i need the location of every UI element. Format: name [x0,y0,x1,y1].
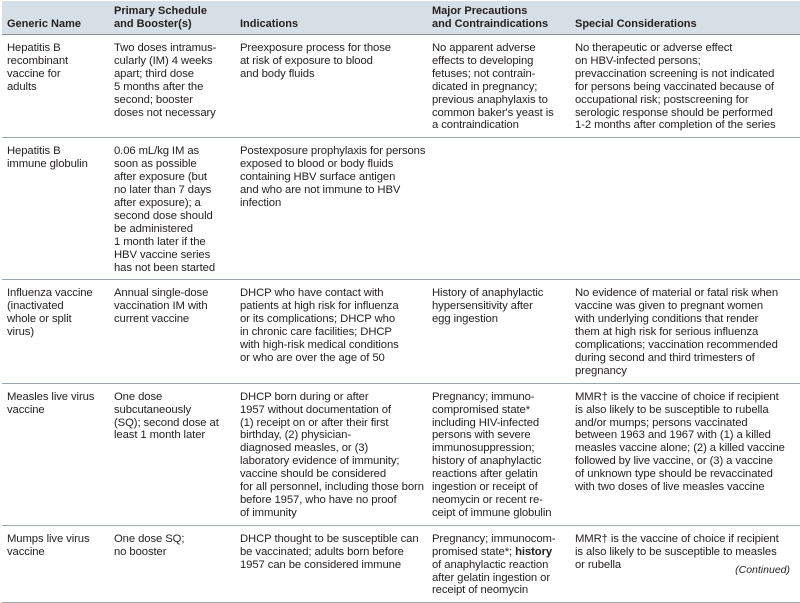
precautions-cell [427,383,570,525]
cell-line: ceipt of immune globulin [432,506,552,519]
schedule-cell [109,138,235,280]
table-row [2,525,800,603]
indications-cell [235,280,427,383]
cell-line: with two doses of live measles vaccine [575,481,765,494]
indications-cell [235,383,427,525]
cell-line: history of anaphylactic [432,455,542,468]
cell-line: HBV vaccine series [114,248,211,261]
special-considerations-cell [570,280,800,383]
cell-line: for all personnel, including those born [240,481,424,494]
precautions-cell [427,138,570,280]
cell-line: a contraindication [432,119,519,132]
cell-line: them at high risk for serious influenza [575,326,759,339]
cell-line: at risk of exposure to blood [240,54,373,67]
precautions-cell [427,525,570,603]
cell-line: 1 month later if the [114,235,206,248]
cell-line: Influenza vaccine [7,287,93,300]
cell-line: with high-risk medical conditions [240,339,399,352]
cell-line: after exposure (but [114,171,207,184]
cell-line: 1-2 months after completion of the series [575,119,776,132]
schedule-cell [109,280,235,383]
cell-line: No therapeutic or adverse effect [575,42,733,54]
column-header-line: and Booster(s) [114,17,192,30]
cell-line: or its complications; DHCP who [240,313,396,326]
table-row [2,280,800,383]
cell-line: neomycin or recent re- [432,494,543,506]
column-header-line: Major Precautions [432,5,528,17]
cell-text: promised state*; [432,545,516,558]
cell-line: vaccine was given to pregnant women [575,300,764,313]
cell-line: 5 months after the [114,80,204,93]
cell-line: Measles live virus [7,390,95,403]
cell-line: with underlying conditions that render [575,313,759,326]
generic-name-cell [2,138,109,280]
special-considerations-cell [570,35,800,138]
cell-line: and body fluids [240,67,315,80]
column-header-line: Generic Name [7,17,81,30]
column-header-line: Primary Schedule [114,5,207,17]
cell-line: immunosuppression; [432,442,535,455]
cell-line: Two doses intramus- [114,42,217,54]
cell-line: serologic response should be performed [575,106,773,119]
cell-line: of unknown type should be revaccinated [575,468,773,481]
column-header-indications [235,1,427,35]
cell-line: containing HBV surface antigen [240,171,396,184]
generic-name-cell [2,383,109,525]
column-header-precautions [427,1,570,35]
cell-line [432,546,566,559]
cell-line: recombinant [7,54,69,67]
cell-line: complications; vaccination recommended [575,339,778,352]
cell-line: laboratory evidence of immunity; [240,455,400,468]
cell-text: after gelatin ingestion or [432,571,550,584]
cell-line: measles vaccine alone; (2) a killed vaccine [575,442,785,455]
header-row [2,1,800,35]
cell-line: dicated in pregnancy; [432,80,538,93]
cell-line: vaccine [7,403,45,416]
cell-line: No apparent adverse [432,42,536,54]
cell-line: between 1963 and 1967 with (1) a killed [575,429,771,442]
vaccine-table-region [2,1,800,603]
cell-text: of anaphylactic reaction [432,558,549,571]
cell-line: has not been started [114,261,216,274]
column-header-line: Indications [240,17,299,30]
cell-line: (1) receipt on or after their first [240,416,389,429]
cell-line: occupational risk; postscreening for [575,93,749,106]
cell-line: effects to developing [432,54,534,67]
cell-line: cularly (IM) 4 weeks [114,54,213,67]
special-considerations-cell [570,383,800,525]
cell-line: apart; third dose [114,67,194,80]
vaccine-table [2,1,800,603]
cell-line: fetuses; not contrain- [432,67,536,80]
cell-line: History of anaphylactic [432,287,544,300]
cell-line: Postexposure prophylaxis for persons [240,145,426,158]
cell-line: and who are not immune to HBV [240,184,401,197]
column-header-line: and Contraindications [432,17,549,30]
schedule-cell [109,525,235,603]
schedule-cell [109,35,235,138]
cell-line [432,572,566,585]
cell-line: Hepatitis B [7,145,61,158]
cell-line: adults [7,80,37,93]
cell-line: prevaccination screening is not indicated [575,67,775,80]
cell-line [432,533,566,546]
cell-line: or who are over the age of 50 [240,351,385,364]
generic-name-cell [2,280,109,383]
cell-line: after exposure); a [114,196,201,209]
cell-line: including HIV-infected [432,416,540,429]
cell-line: Pregnancy; immuno- [432,390,535,403]
cell-line: One dose [114,390,163,403]
cell-line: no booster [114,545,167,558]
cell-line: ingestion or receipt of [432,481,538,494]
cell-line: Annual single-dose [114,287,209,300]
table-row [2,383,800,525]
cell-line: followed by live vaccine, or (3) a vaccine [575,455,773,468]
cell-line: Preexposure process for those [240,42,391,54]
cell-line: 0.06 mL/kg IM as [114,145,200,158]
cell-line: second; booster [114,93,193,106]
cell-line [432,584,566,597]
cell-line: 1957 can be considered immune [240,558,402,571]
cell-line: persons with severe [432,429,531,442]
cell-text: Pregnancy; immunocom- [432,532,556,545]
cell-line [432,559,566,572]
cell-line: Mumps live virus [7,532,90,545]
cell-line: for persons being vaccinated because of [575,80,774,93]
cell-line: soon as possible [114,158,197,171]
cell-line: vaccine should be considered [240,468,387,481]
cell-line: of immunity [240,506,297,519]
cell-line: is also likely to be susceptible to rubella [575,403,769,416]
cell-line: during second and third trimesters of [575,351,755,364]
continued-note: (Continued) [735,564,790,576]
cell-line: previous anaphylaxis to [432,93,548,106]
cell-line: exposed to blood or body fluids [240,158,394,171]
cell-line: DHCP born during or after [240,390,369,403]
column-header-special-considerations [570,1,800,35]
cell-line: MMR† is the vaccine of choice if recipient [575,532,779,545]
table-row [2,138,800,280]
cell-line: infection [240,196,282,209]
cell-line: 1957 without documentation of [240,403,391,416]
cell-line: MMR† is the vaccine of choice if recipient [575,390,779,403]
cell-line: virus) [7,326,35,339]
precautions-cell [427,35,570,138]
cell-line: is also likely to be susceptible to measles [575,545,777,558]
cell-line: pregnancy [575,364,627,377]
column-header-line: Special Considerations [575,17,697,30]
cell-line: no later than 7 days [114,184,212,197]
generic-name-cell [2,35,109,138]
cell-line: (SQ); second dose at [114,416,219,429]
cell-line: compromised state* [432,403,531,416]
table-header [2,1,800,35]
generic-name-cell [2,525,109,603]
indications-cell [235,525,427,603]
precautions-cell [427,280,570,383]
cell-line: (inactivated [7,300,64,313]
cell-line: on HBV-infected persons; [575,54,701,67]
cell-line: before 1957, who have no proof [240,494,397,506]
cell-line: egg ingestion [432,313,498,326]
cell-line: No evidence of material or fatal risk when [575,287,779,300]
special-considerations-cell [570,138,800,280]
cell-line: patients at high risk for influenza [240,300,399,313]
table-row [2,35,800,138]
cell-bold-text: history [515,545,553,558]
cell-line: One dose SQ; [114,532,185,545]
cell-line: vaccine for [7,67,61,80]
column-header-primary-schedule [109,1,235,35]
cell-line: diagnosed measles, or (3) [240,442,369,455]
cell-line: current vaccine [114,313,190,326]
cell-line: birthday, (2) physician- [240,429,352,442]
indications-cell [235,35,427,138]
cell-line: least 1 month later [114,429,206,442]
cell-line: whole or split [7,313,72,326]
indications-cell [235,138,427,280]
cell-line: subcutaneously [114,403,192,416]
cell-line: hypersensitivity after [432,300,533,313]
cell-line: and/or mumps; persons vaccinated [575,416,748,429]
cell-line: common baker's yeast is [432,106,554,119]
column-header-generic-name [2,1,109,35]
cell-line: doses not necessary [114,106,216,119]
cell-line: immune globulin [7,158,88,171]
cell-line: DHCP who have contact with [240,287,384,300]
schedule-cell [109,383,235,525]
cell-line: vaccine [7,545,45,558]
cell-line: Hepatitis B [7,42,61,54]
cell-line: be vaccinated; adults born before [240,545,404,558]
table-body [2,35,800,603]
cell-text: receipt of neomycin [432,584,529,597]
cell-line: be administered [114,222,193,235]
cell-line: DHCP thought to be susceptible can [240,532,419,545]
cell-line: in chronic care facilities; DHCP [240,326,392,339]
cell-line: reactions after gelatin [432,468,538,481]
cell-line: second dose should [114,209,213,222]
cell-line: vaccination IM with [114,300,208,313]
cell-line: or rubella [575,558,622,571]
